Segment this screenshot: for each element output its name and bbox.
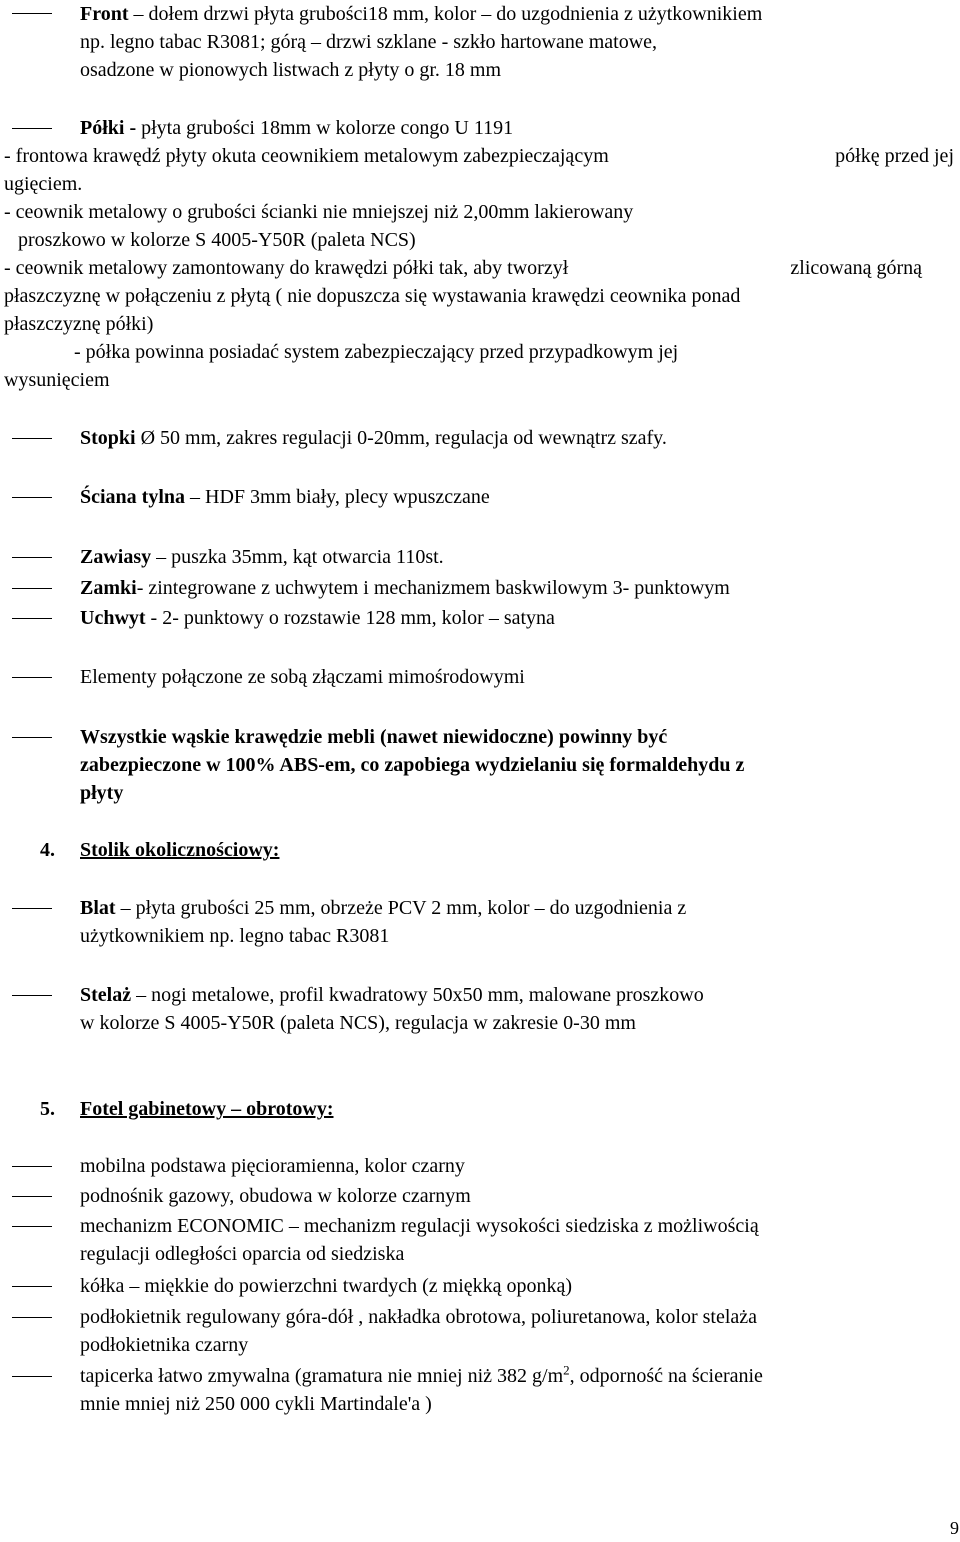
fotel-item-3-line-1: mechanizm ECONOMIC – mechanizm regulacji wysokości siedziska z możliwością [80, 1215, 759, 1237]
bullet-dash [12, 1226, 52, 1227]
section-5-title: Fotel gabinetowy – obrotowy: [80, 1098, 334, 1120]
bullet-dash [12, 1196, 52, 1197]
zamki-line: Zamki- zintegrowane z uchwytem i mechanizmem baskwilowym 3- punktowym [80, 577, 730, 599]
bullet-dash [12, 588, 52, 589]
stelaz-line-1: Stelaż – nogi metalowe, profil kwadratowy 50x50 mm, malowane proszkowo [80, 984, 704, 1006]
bullet-dash [12, 1286, 52, 1287]
sciana-label: Ściana tylna [80, 486, 186, 508]
blat-line-2: użytkownikiem np. legno tabac R3081 [80, 925, 390, 947]
bullet-dash [12, 677, 52, 678]
zamki-label: Zamki [80, 577, 137, 599]
polki-line-2: - frontowa krawędź płyty okuta ceownikiem metalowym zabezpieczającym półkę przed jej [4, 145, 954, 167]
blat-label: Blat [80, 897, 116, 919]
front-line-3: osadzone w pionowych listwach z płyty o gr. 18 mm [80, 59, 502, 81]
wszystkie-line-3: płyty [80, 782, 124, 804]
fotel-item-1: mobilna podstawa pięcioramienna, kolor czarny [80, 1155, 465, 1177]
bullet-dash [12, 1376, 52, 1377]
zawiasy-label: Zawiasy [80, 546, 152, 568]
bullet-dash [12, 618, 52, 619]
wszystkie-line-1: Wszystkie wąskie krawędzie mebli (nawet niewidoczne) powinny być [80, 726, 668, 748]
section-4-title: Stolik okolicznościowy: [80, 839, 280, 861]
polki-line-7: płaszczyznę w połączeniu z płytą ( nie dopuszcza się wystawania krawędzi ceownika ponad [4, 285, 741, 307]
stopki-line: Stopki Ø 50 mm, zakres regulacji 0-20mm, regulacja od wewnątrz szafy. [80, 427, 667, 449]
bullet-dash [12, 995, 52, 996]
bullet-dash [12, 128, 52, 129]
fotel-item-3-line-2: regulacji odległości oparcia od siedziska [80, 1243, 405, 1265]
bullet-dash [12, 497, 52, 498]
polki-line-8: płaszczyznę półki) [4, 313, 154, 335]
polki-line-9: - półka powinna posiadać system zabezpieczający przed przypadkowym jej [74, 341, 679, 363]
elementy-line: Elementy połączone ze sobą złączami mimośrodowymi [80, 666, 525, 688]
polki-label: Półki - [80, 117, 137, 139]
uchwyt-line: Uchwyt - 2- punktowy o rozstawie 128 mm, kolor – satyna [80, 607, 555, 629]
wszystkie-line-2: zabezpieczone w 100% ABS-em, co zapobiega wydzielaniu się formaldehydu z [80, 754, 745, 776]
bullet-dash [12, 438, 52, 439]
bullet-dash [12, 1166, 52, 1167]
polki-line-1: Półki - płyta grubości 18mm w kolorze congo U 1191 [80, 117, 514, 139]
sciana-line: Ściana tylna – HDF 3mm biały, plecy wpuszczane [80, 486, 490, 508]
stopki-label: Stopki [80, 427, 136, 449]
bullet-dash [12, 557, 52, 558]
front-line-2: np. legno tabac R3081; górą – drzwi szklane - szkło hartowane matowe, [80, 31, 658, 53]
bullet-dash [12, 1317, 52, 1318]
bullet-dash [12, 737, 52, 738]
fotel-item-6-line-1: tapicerka łatwo zmywalna (gramatura nie mniej niż 382 $g/m^2$, odporność na ścieranie [80, 1362, 763, 1387]
bullet-dash [12, 908, 52, 909]
stelaz-line-2: w kolorze S 4005-Y50R (paleta NCS), regulacja w zakresie 0-30 mm [80, 1012, 636, 1034]
section-4-number: 4. [40, 839, 55, 861]
polki-line-6: - ceownik metalowy zamontowany do krawędzi półki tak, aby tworzył zlicowaną górną [4, 257, 922, 279]
bullet-dash [12, 13, 52, 14]
fotel-item-6-line-2: mnie mniej niż 250 000 cykli Martindale'a ) [80, 1393, 432, 1415]
page-number: 9 [950, 1518, 959, 1538]
fotel-item-5-line-1: podłokietnik regulowany góra-dół , nakładka obrotowa, poliuretanowa, kolor stelaża [80, 1306, 758, 1328]
zawiasy-line: Zawiasy – puszka 35mm, kąt otwarcia 110st. [80, 546, 444, 568]
fotel-item-2: podnośnik gazowy, obudowa w kolorze czarnym [80, 1185, 471, 1207]
fotel-item-5-line-2: podłokietnika czarny [80, 1334, 249, 1356]
fotel-item-4: kółka – miękkie do powierzchni twardych (z miękką oponką) [80, 1275, 573, 1297]
section-5-number: 5. [40, 1098, 55, 1120]
front-label: Front [80, 3, 129, 25]
polki-line-3: ugięciem. [4, 173, 83, 195]
blat-line-1: Blat – płyta grubości 25 mm, obrzeże PCV 2 mm, kolor – do uzgodnienia z [80, 897, 687, 919]
polki-line-5: proszkowo w kolorze S 4005-Y50R (paleta NCS) [18, 229, 416, 251]
uchwyt-label: Uchwyt [80, 607, 146, 629]
front-line-1: Front – dołem drzwi płyta grubości18 mm, kolor – do uzgodnienia z użytkownikiem [80, 3, 763, 25]
polki-line-10: wysunięciem [4, 369, 110, 391]
stelaz-label: Stelaż [80, 984, 132, 1006]
polki-line-4: - ceownik metalowy o grubości ścianki nie mniejszej niż 2,00mm lakierowany [4, 201, 634, 223]
